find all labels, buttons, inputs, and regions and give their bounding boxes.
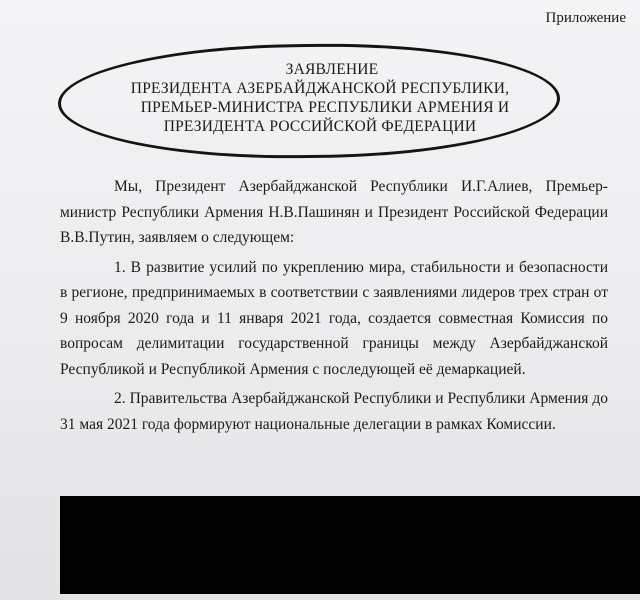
title-line: ПРЕЗИДЕНТА РОССИЙСКОЙ ФЕДЕРАЦИИ <box>163 118 477 135</box>
paragraph-intro: Мы, Президент Азербайджанской Республики И.Г.Алиев, Премьер-министр Республики Армения Н.В.Пашинян и Президент Российской Федерации В.В.Путин, заявляем о следующем: <box>60 178 608 246</box>
title-line: ЗАЯВЛЕНИЕ <box>285 61 379 78</box>
appendix-label: Приложение <box>545 10 626 26</box>
title-line: ПРЕМЬЕР-МИНИСТРА РЕСПУБЛИКИ АРМЕНИЯ И <box>140 99 510 116</box>
document-body <box>60 174 608 441</box>
document-title <box>60 60 620 136</box>
redaction-block <box>60 496 640 594</box>
paragraph-item-1: 1. В развитие усилий по укреплению мира, стабильности и безопасности в регионе, предпринимаемых в соответствии с заявлениями лидеров трех стран от 9 ноября 2020 года и 11 января 2021 года, создается совместная Комиссия по вопросам делимитации государственной границы между Азербайджанской Республикой и Республикой Армения с последующей её демаркацией. <box>60 258 608 378</box>
paragraph-item-2: 2. Правительства Азербайджанской Республики и Республики Армения до 31 мая 2021 года формируют национальные делегации в рамках Комиссии. <box>60 390 608 433</box>
title-line: ПРЕЗИДЕНТА АЗЕРБАЙДЖАНСКОЙ РЕСПУБЛИКИ, <box>130 80 510 97</box>
